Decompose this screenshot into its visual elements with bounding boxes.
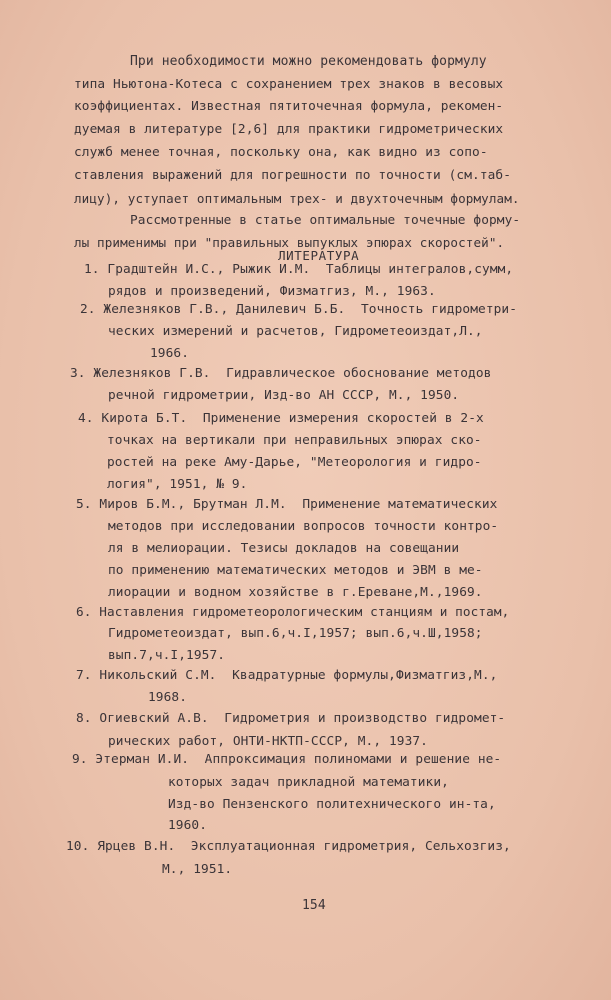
literature-heading: ЛИТЕРАТУРА (278, 248, 360, 263)
reference-4-line-1: 4. Кирота Б.Т. Применение измерения скоростей в 2-х (78, 411, 484, 426)
reference-8-line-1: 8. Огиевский А.В. Гидрометрия и производство гидромет- (76, 711, 506, 726)
reference-3-line-1: 3. Железняков Г.В. Гидравлическое обоснование методов (70, 366, 492, 381)
reference-1-line-2: рядов и произведений, Физматгиз, М., 1963. (108, 284, 436, 299)
reference-5-line-2: методов при исследовании вопросов точности контро- (108, 519, 499, 534)
paragraph-2-line-1: Рассмотренные в статье оптимальные точечные форму- (130, 213, 521, 228)
reference-4-line-3: ростей на реке Аму-Дарье, "Метеорология и гидро- (107, 455, 482, 470)
reference-5-line-1: 5. Миров Б.М., Брутман Л.М. Применение математических (76, 497, 498, 512)
reference-5-line-5: лиорации и водном хозяйстве в г.Ереване,М.,1969. (108, 585, 483, 600)
reference-9-line-4: 1960. (168, 818, 208, 833)
reference-2-line-2: ческих измерений и расчетов, Гидрометеоиздат,Л., (108, 324, 483, 339)
reference-9-line-3: Изд-во Пензенского политехнического ин-та, (168, 797, 496, 812)
reference-5-line-4: по применению математических методов и ЭВМ в ме- (108, 563, 483, 578)
reference-10-line-2: М., 1951. (162, 862, 233, 877)
reference-4-line-2: точках на вертикали при неправильных эпюрах ско- (107, 433, 482, 448)
reference-7-line-1: 7. Никольский С.М. Квадратурные формулы,Физматгиз,М., (76, 668, 498, 683)
reference-2-line-1: 2. Железняков Г.В., Данилевич Б.Б. Точность гидрометри- (80, 302, 518, 317)
reference-2-line-3: 1966. (150, 346, 190, 361)
reference-5-line-3: ля в мелиорации. Тезисы докладов на совещании (108, 541, 460, 556)
reference-1-line-1: 1. Градштейн И.С., Рыжик И.М. Таблицы интегралов,сумм, (84, 262, 514, 277)
paragraph-1-line-3: коэффициентах. Известная пятиточечная формула, рекомен- (74, 99, 504, 114)
paragraph-2-line-2: лы применимы при "правильных выпуклых эпюрах скоростей". (74, 235, 505, 250)
reference-9-line-1: 9. Этерман И.И. Аппроксимация полиномами и решение не- (72, 752, 502, 767)
paragraph-1-line-7: лицу), уступает оптимальным трех- и двухточечным формулам. (74, 191, 520, 206)
reference-6-line-2: Гидрометеоиздат, вып.6,ч.I,1957; вып.6,ч.Ш,1958; (108, 626, 483, 641)
paragraph-1-line-4: дуемая в литературе [2,6] для практики гидрометрических (74, 122, 504, 137)
paragraph-1-line-5: служб менее точная, поскольку она, как видно из сопо- (74, 145, 488, 160)
page-number: 154 (302, 898, 326, 913)
reference-6-line-1: 6. Наставления гидрометеорологическим станциям и постам, (76, 604, 510, 619)
reference-10-line-1: 10. Ярцев В.Н. Эксплуатационная гидрометрия, Сельхозгиз, (66, 839, 511, 854)
paragraph-1-line-1: При необходимости можно рекомендовать формулу (130, 54, 487, 69)
paragraph-1-line-6: ставления выражений для погрешности по точности (см.таб- (74, 168, 512, 183)
reference-6-line-3: вып.7,ч.I,1957. (108, 648, 226, 663)
reference-3-line-2: речной гидрометрии, Изд-во АН СССР, М., 1950. (108, 388, 460, 403)
reference-7-line-2: 1968. (148, 690, 188, 705)
reference-9-line-2: которых задач прикладной математики, (168, 775, 449, 790)
paragraph-1-line-2: типа Ньютона-Котеса с сохранением трех знаков в весовых (74, 77, 504, 92)
reference-4-line-4: логия", 1951, № 9. (107, 477, 248, 492)
reference-8-line-2: рических работ, ОНТИ-НКТП-СССР, М., 1937. (108, 734, 428, 749)
